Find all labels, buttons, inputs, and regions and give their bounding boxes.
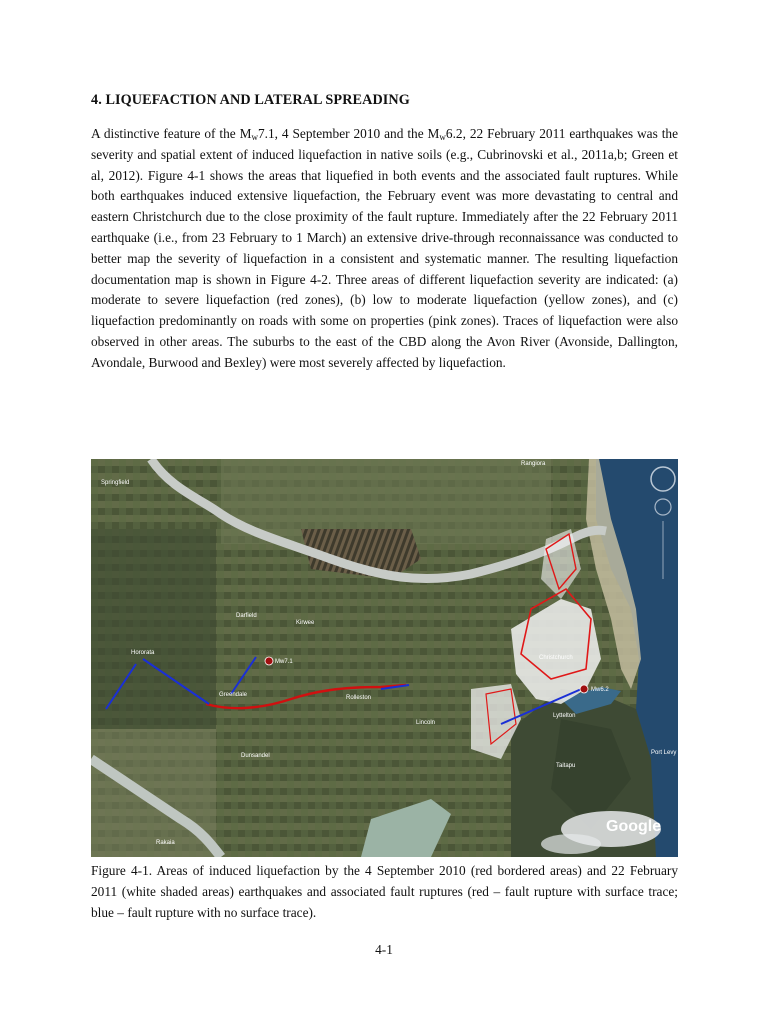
label-port-levy: Port Levy xyxy=(651,750,677,756)
label-christchurch: Christchurch xyxy=(539,655,573,661)
google-logo: Google xyxy=(606,818,662,835)
label-mw71: Mw7.1 xyxy=(275,659,293,665)
label-lyttelton: Lyttelton xyxy=(553,713,576,719)
label-hororata: Hororata xyxy=(131,650,155,656)
label-rangiora: Rangiora xyxy=(521,461,546,467)
label-greendale: Greendale xyxy=(219,692,248,698)
label-springfield: Springfield xyxy=(101,480,130,486)
label-rolleston: Rolleston xyxy=(346,695,372,701)
page-number: 4-1 xyxy=(375,942,393,957)
label-kirwee: Kirwee xyxy=(296,620,315,626)
label-lincoln: Lincoln xyxy=(416,720,436,726)
epicentre-feb-marker xyxy=(580,685,588,693)
map-svg xyxy=(91,459,678,857)
body-paragraph: A distinctive feature of the $M_w7.1$, 4 September 2010 and the $M_w6.2$, 22 February 2011 earthquakes was the severity and spatial extent of induced liquefaction in native soils (e.g., Cubrinovski et al., 2011a,b; Green et al, 2012). Figure 4-1 shows the areas that liquefied in both events and the associated fault ruptures. While both earthquakes induced extensive liquefaction, the February event was more devastating to central and eastern Christchurch due to the close proximity of the fault rupture. Immediately after the 22 February 2011 earthquake (i.e., from 23 February to 1 March) an extensive drive-through reconnaissance was conducted to better map the severity of liquefaction in a consistent and systematic manner. The resulting liquefaction documentation map is shown in Figure 4-2. Three areas of different liquefaction severity are indicated: (a) moderate to severe liquefaction (red zones), (b) low to moderate liquefaction (yellow zones), and (c) liquefaction predominantly on roads with some on properties (pink zones). Traces of liquefaction were also observed in other areas. The suburbs to the east of the CBD along the Avon River (Avonside, Dallington, Avondale, Burwood and Bexley) were most severely affected by liquefaction. xyxy=(91,126,678,370)
epicentre-sept-marker xyxy=(265,657,273,665)
satellite-map-figure xyxy=(91,459,678,857)
label-mw62: Mw6.2 xyxy=(591,687,609,693)
figure-caption: Figure 4-1. Areas of induced liquefaction by the 4 September 2010 (red bordered areas) and 22 February 2011 (white shaded areas) earthquakes and associated fault ruptures (red – fault rupture with surface trace; blue – fault rupture with no surface trace). xyxy=(91,863,678,920)
section-heading: 4. LIQUEFACTION AND LATERAL SPREADING xyxy=(91,92,410,108)
label-dunsandel: Dunsandel xyxy=(241,753,270,759)
label-rakaia: Rakaia xyxy=(156,840,175,846)
label-tai-tapu: Taitapu xyxy=(556,763,576,769)
label-darfield: Darfield xyxy=(236,613,257,619)
